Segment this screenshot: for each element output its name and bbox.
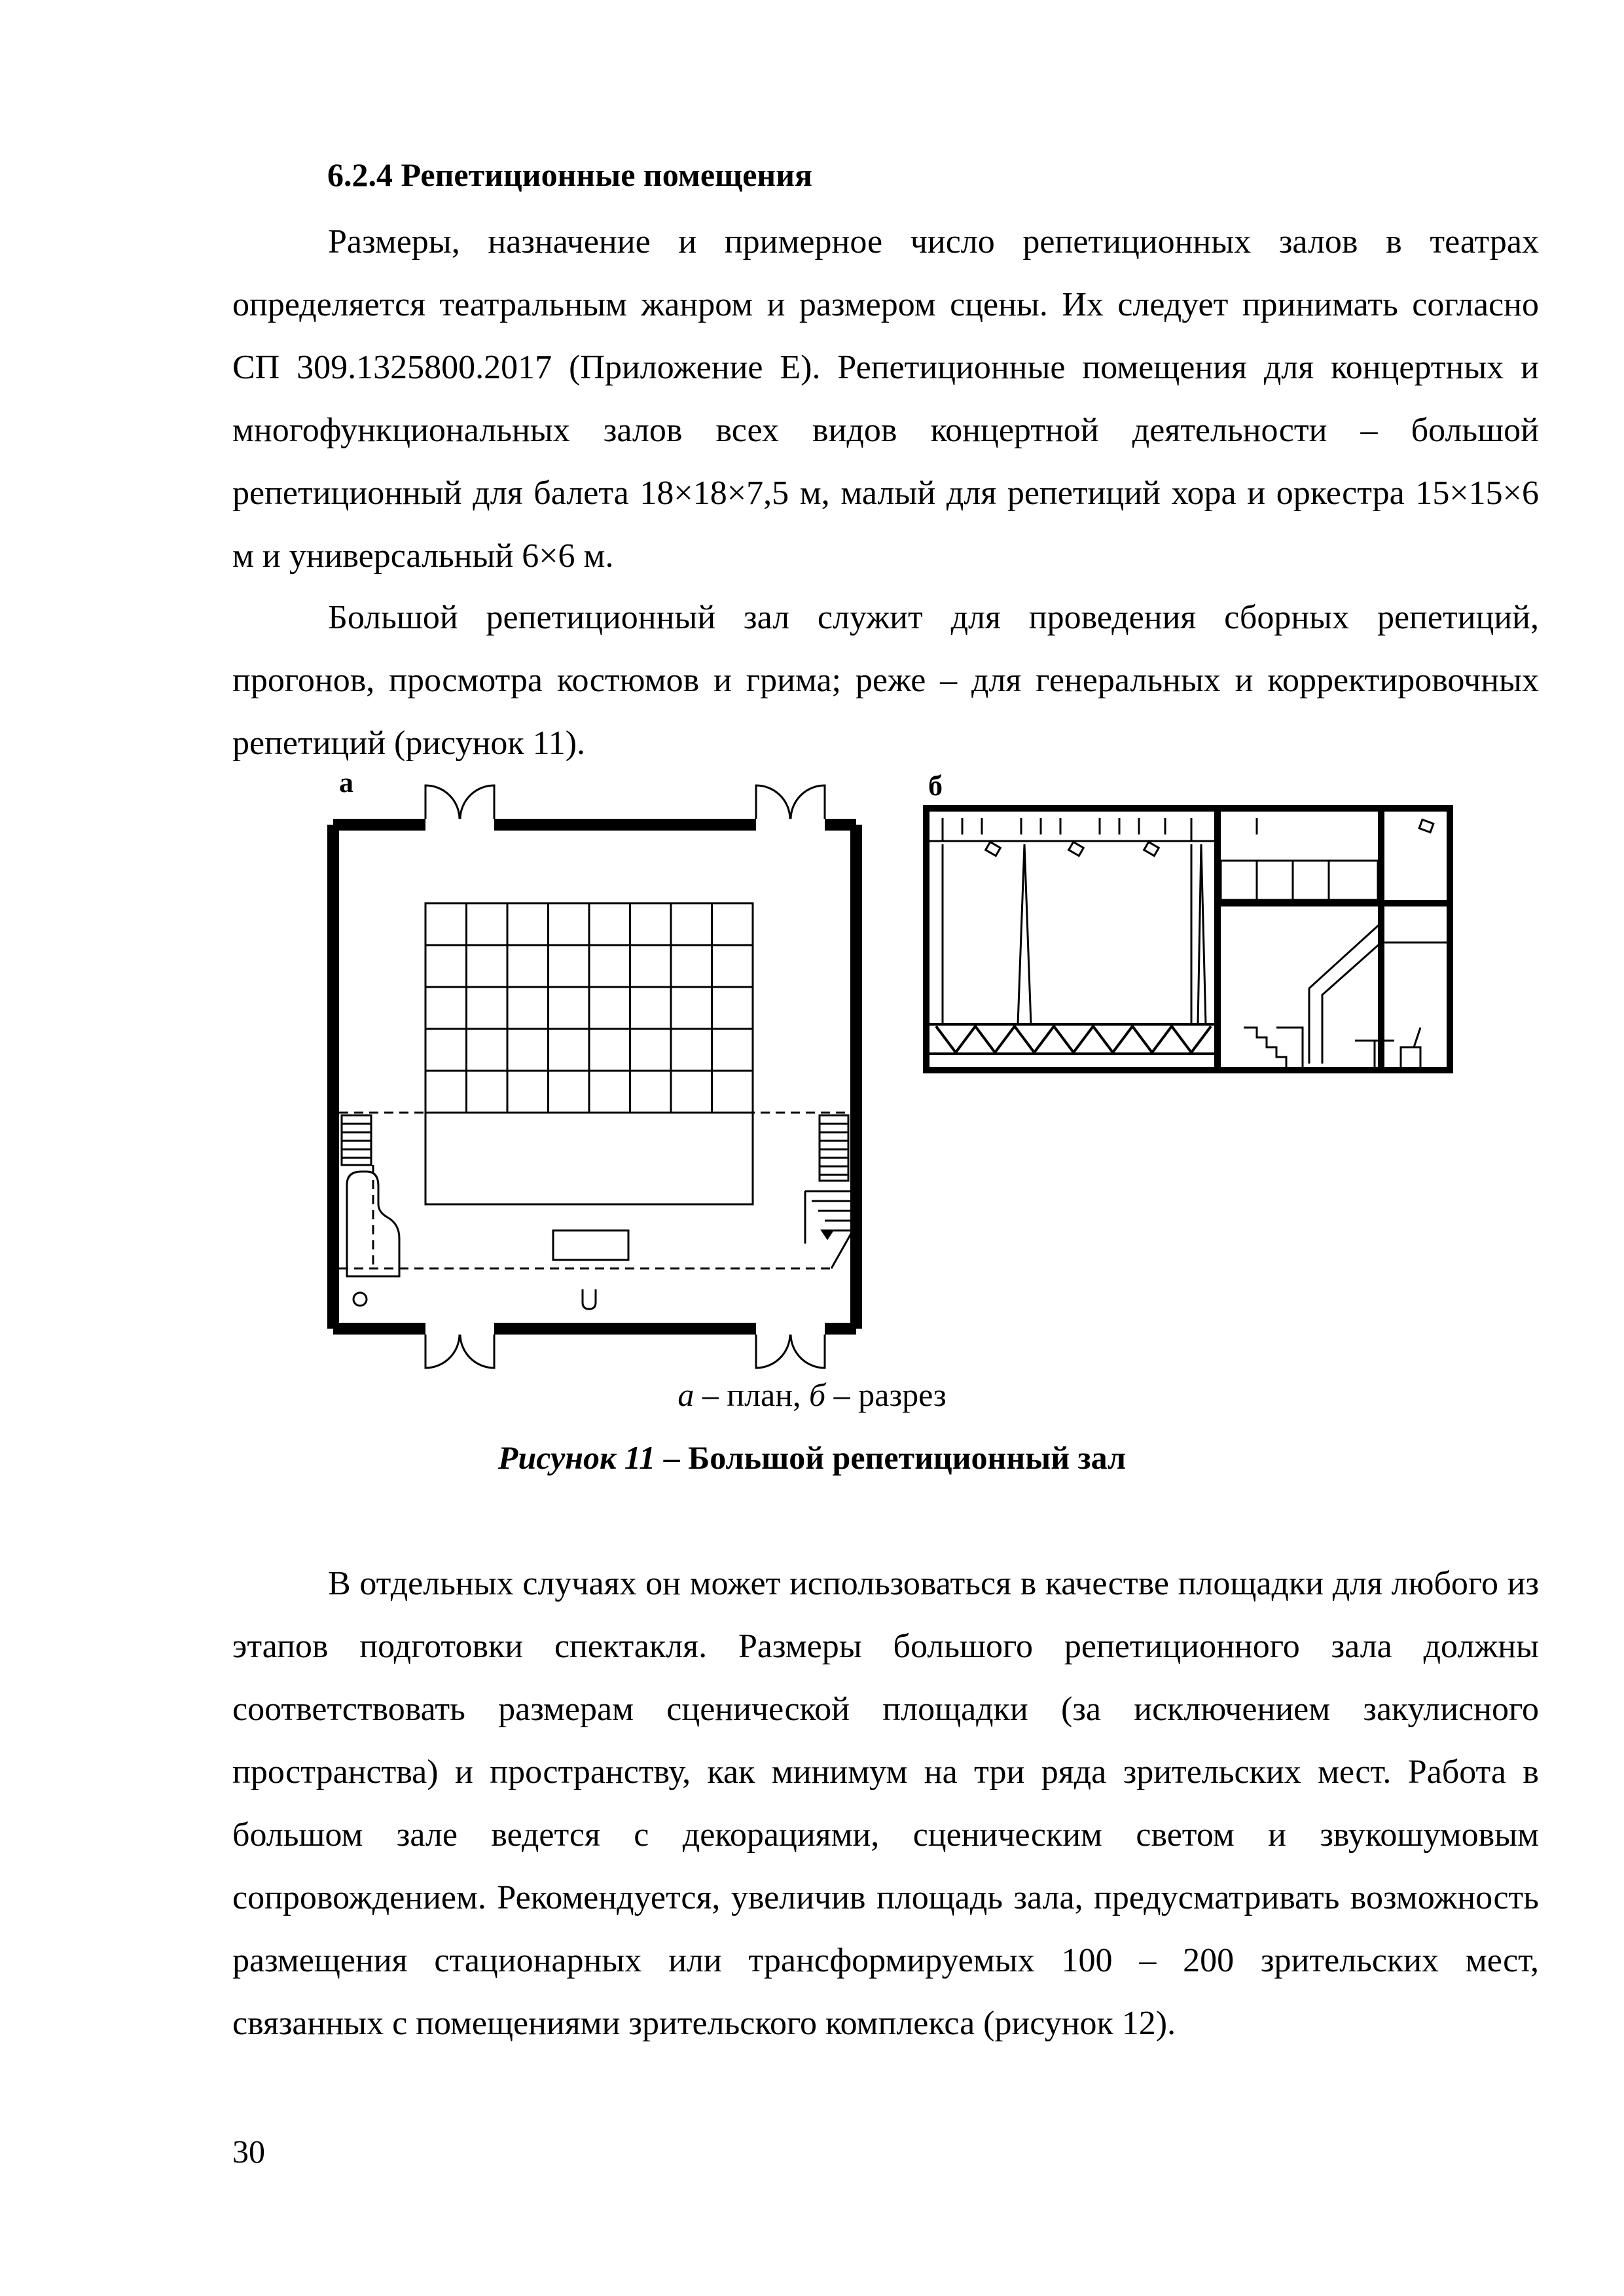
section-chair-icon xyxy=(1401,1028,1420,1067)
section-stage-rigging xyxy=(929,818,1257,1024)
paragraph-repetition-room-sizes: Размеры, назначение и примерное число репетиционных залов в театрах определяется театральным жанром и размером сцены. Их следует принимать согласно СП 309.1325800.2017 (Приложение Е). Репетиционные помещения для концертных и многофункциональных залов всех видов концертной деятельности – большой репетиционный для балета 18×18×7,5 м, малый для репетиций хора и оркестра 15×15×6 м и универсальный 6×6 м. xyxy=(232,223,1539,575)
piano-stool-icon xyxy=(353,1293,367,1306)
figure-label-b: б xyxy=(928,770,943,802)
paragraph-large-hall-purpose: Большой репетиционный зал служит для проведения сборных репетиций, прогонов, просмотра костюмов и грима; реже – для генеральных и корректировочных репетиций (рисунок 11). xyxy=(232,599,1539,762)
section-walls xyxy=(926,808,1450,1070)
subcaption-b: б xyxy=(809,1376,826,1413)
caption-number: Рисунок 11 xyxy=(497,1439,656,1476)
section-heading: 6.2.4 Репетиционные помещения xyxy=(327,156,813,193)
figure-subcaption xyxy=(0,1376,1624,1414)
figure-plan-drawing xyxy=(327,772,871,1374)
spotlight-icon xyxy=(986,819,1434,855)
plan-stairs-right xyxy=(805,1115,851,1268)
plan-doors xyxy=(425,785,825,1368)
section-balcony xyxy=(1221,861,1378,900)
caption-title: – Большой репетиционный зал xyxy=(655,1439,1127,1476)
subcaption-a-text: – план, xyxy=(694,1376,809,1413)
page-number: 30 xyxy=(232,2133,265,2170)
subcaption-a: а xyxy=(677,1376,695,1413)
figure-label-a: а xyxy=(339,766,353,798)
plan-seating-grid xyxy=(425,903,753,1113)
plan-table xyxy=(553,1230,628,1260)
plan-outer-walls xyxy=(333,825,856,1329)
section-desk xyxy=(1355,1041,1394,1067)
section-stairs xyxy=(1244,1028,1303,1067)
figure-section-drawing xyxy=(923,805,1456,1080)
plan-chair-icon xyxy=(583,1289,596,1309)
plan-stairs-left xyxy=(342,1115,371,1165)
plan-stage xyxy=(425,1113,753,1204)
paragraph-large-hall-usage: В отдельных случаях он может использоваться в качестве площадки для любого из этапов подготовки спектакля. Размеры большого репетиционного зала должны соответствовать размерам сценической площадки (за исключением закулисного пространства) и пространству, как минимум на три ряда зрительских мест. Работа в большом зале ведется с декорациями, сценическим светом и звукошумовым сопровождением. Рекомендуется, увеличив площадь зала, предусматривать возможность размещения стационарных или трансформируемых 100 – 200 зрительских мест, связанных с помещениями зрительского комплекса (рисунок 12). xyxy=(232,1565,1539,2042)
plan-dashed-lines xyxy=(339,1113,851,1268)
section-stage-truss xyxy=(929,1024,1218,1054)
figure-caption xyxy=(0,1439,1624,1477)
subcaption-b-text: – разрез xyxy=(825,1376,947,1413)
